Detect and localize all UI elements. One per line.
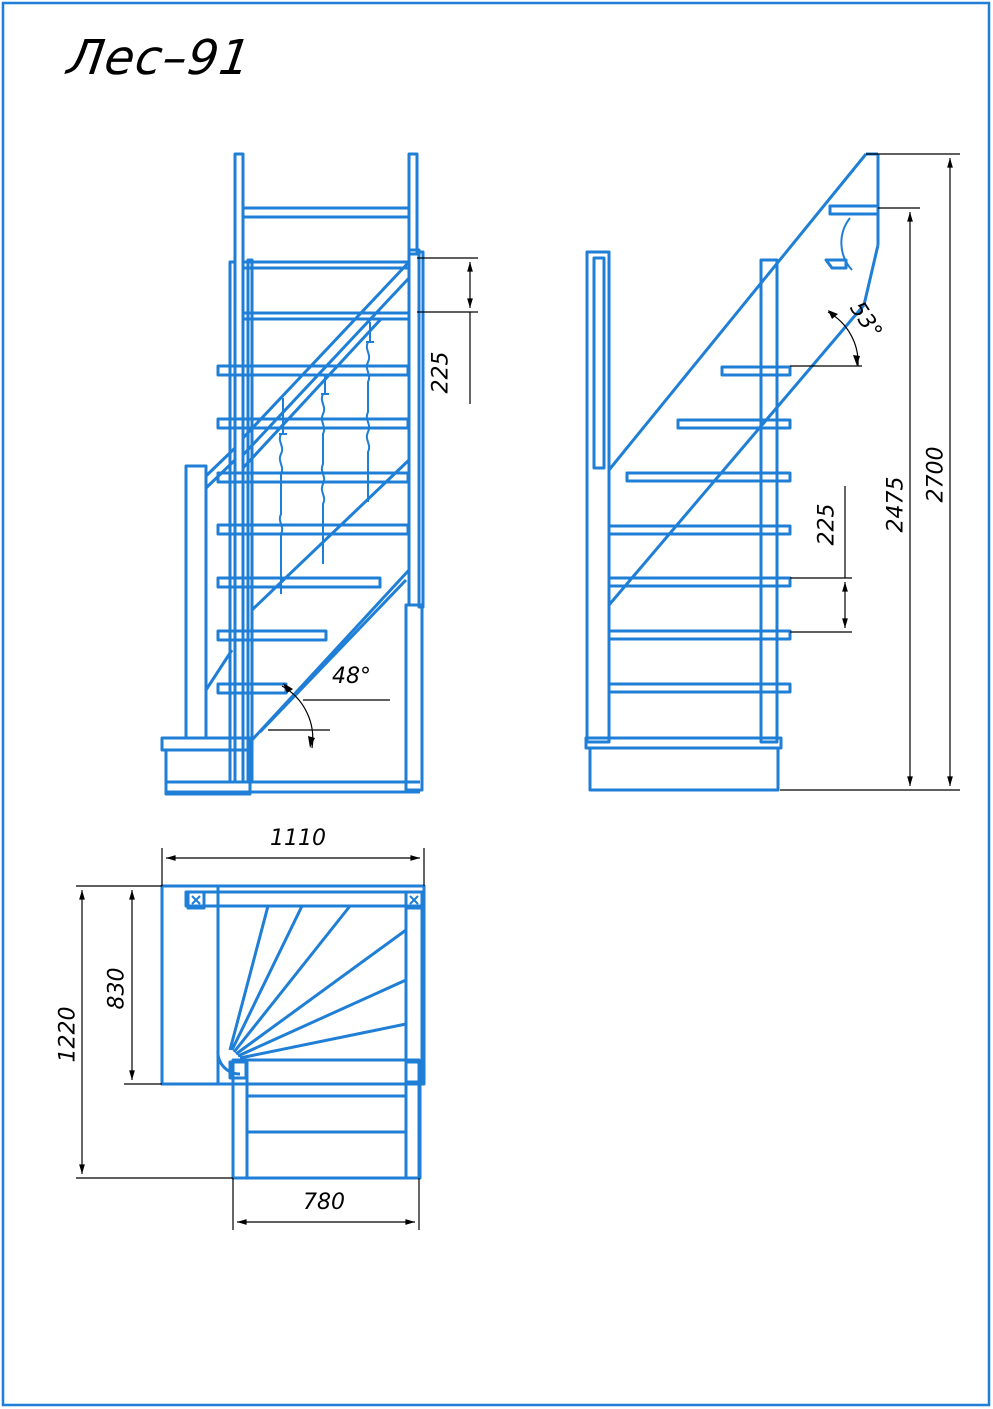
dim-side-angle: 53° <box>844 297 887 344</box>
dim-side-step-height: 225 <box>814 503 840 546</box>
dim-plan-depth-total: 1220 <box>55 1006 81 1063</box>
dim-plan-width-total: 1110 <box>270 826 326 851</box>
dim-side-height-total: 2700 <box>923 446 949 503</box>
dim-front-step-height: 225 <box>428 351 454 394</box>
drawing-title: Лес–91 <box>64 30 256 86</box>
plan-view <box>76 848 424 1230</box>
dim-front-angle: 48° <box>332 664 371 689</box>
front-view <box>162 154 478 794</box>
side-view <box>586 154 960 790</box>
dim-plan-width-bottom: 780 <box>303 1190 345 1215</box>
dim-side-height-inner: 2475 <box>883 476 909 533</box>
dim-plan-depth-upper: 830 <box>104 967 130 1010</box>
